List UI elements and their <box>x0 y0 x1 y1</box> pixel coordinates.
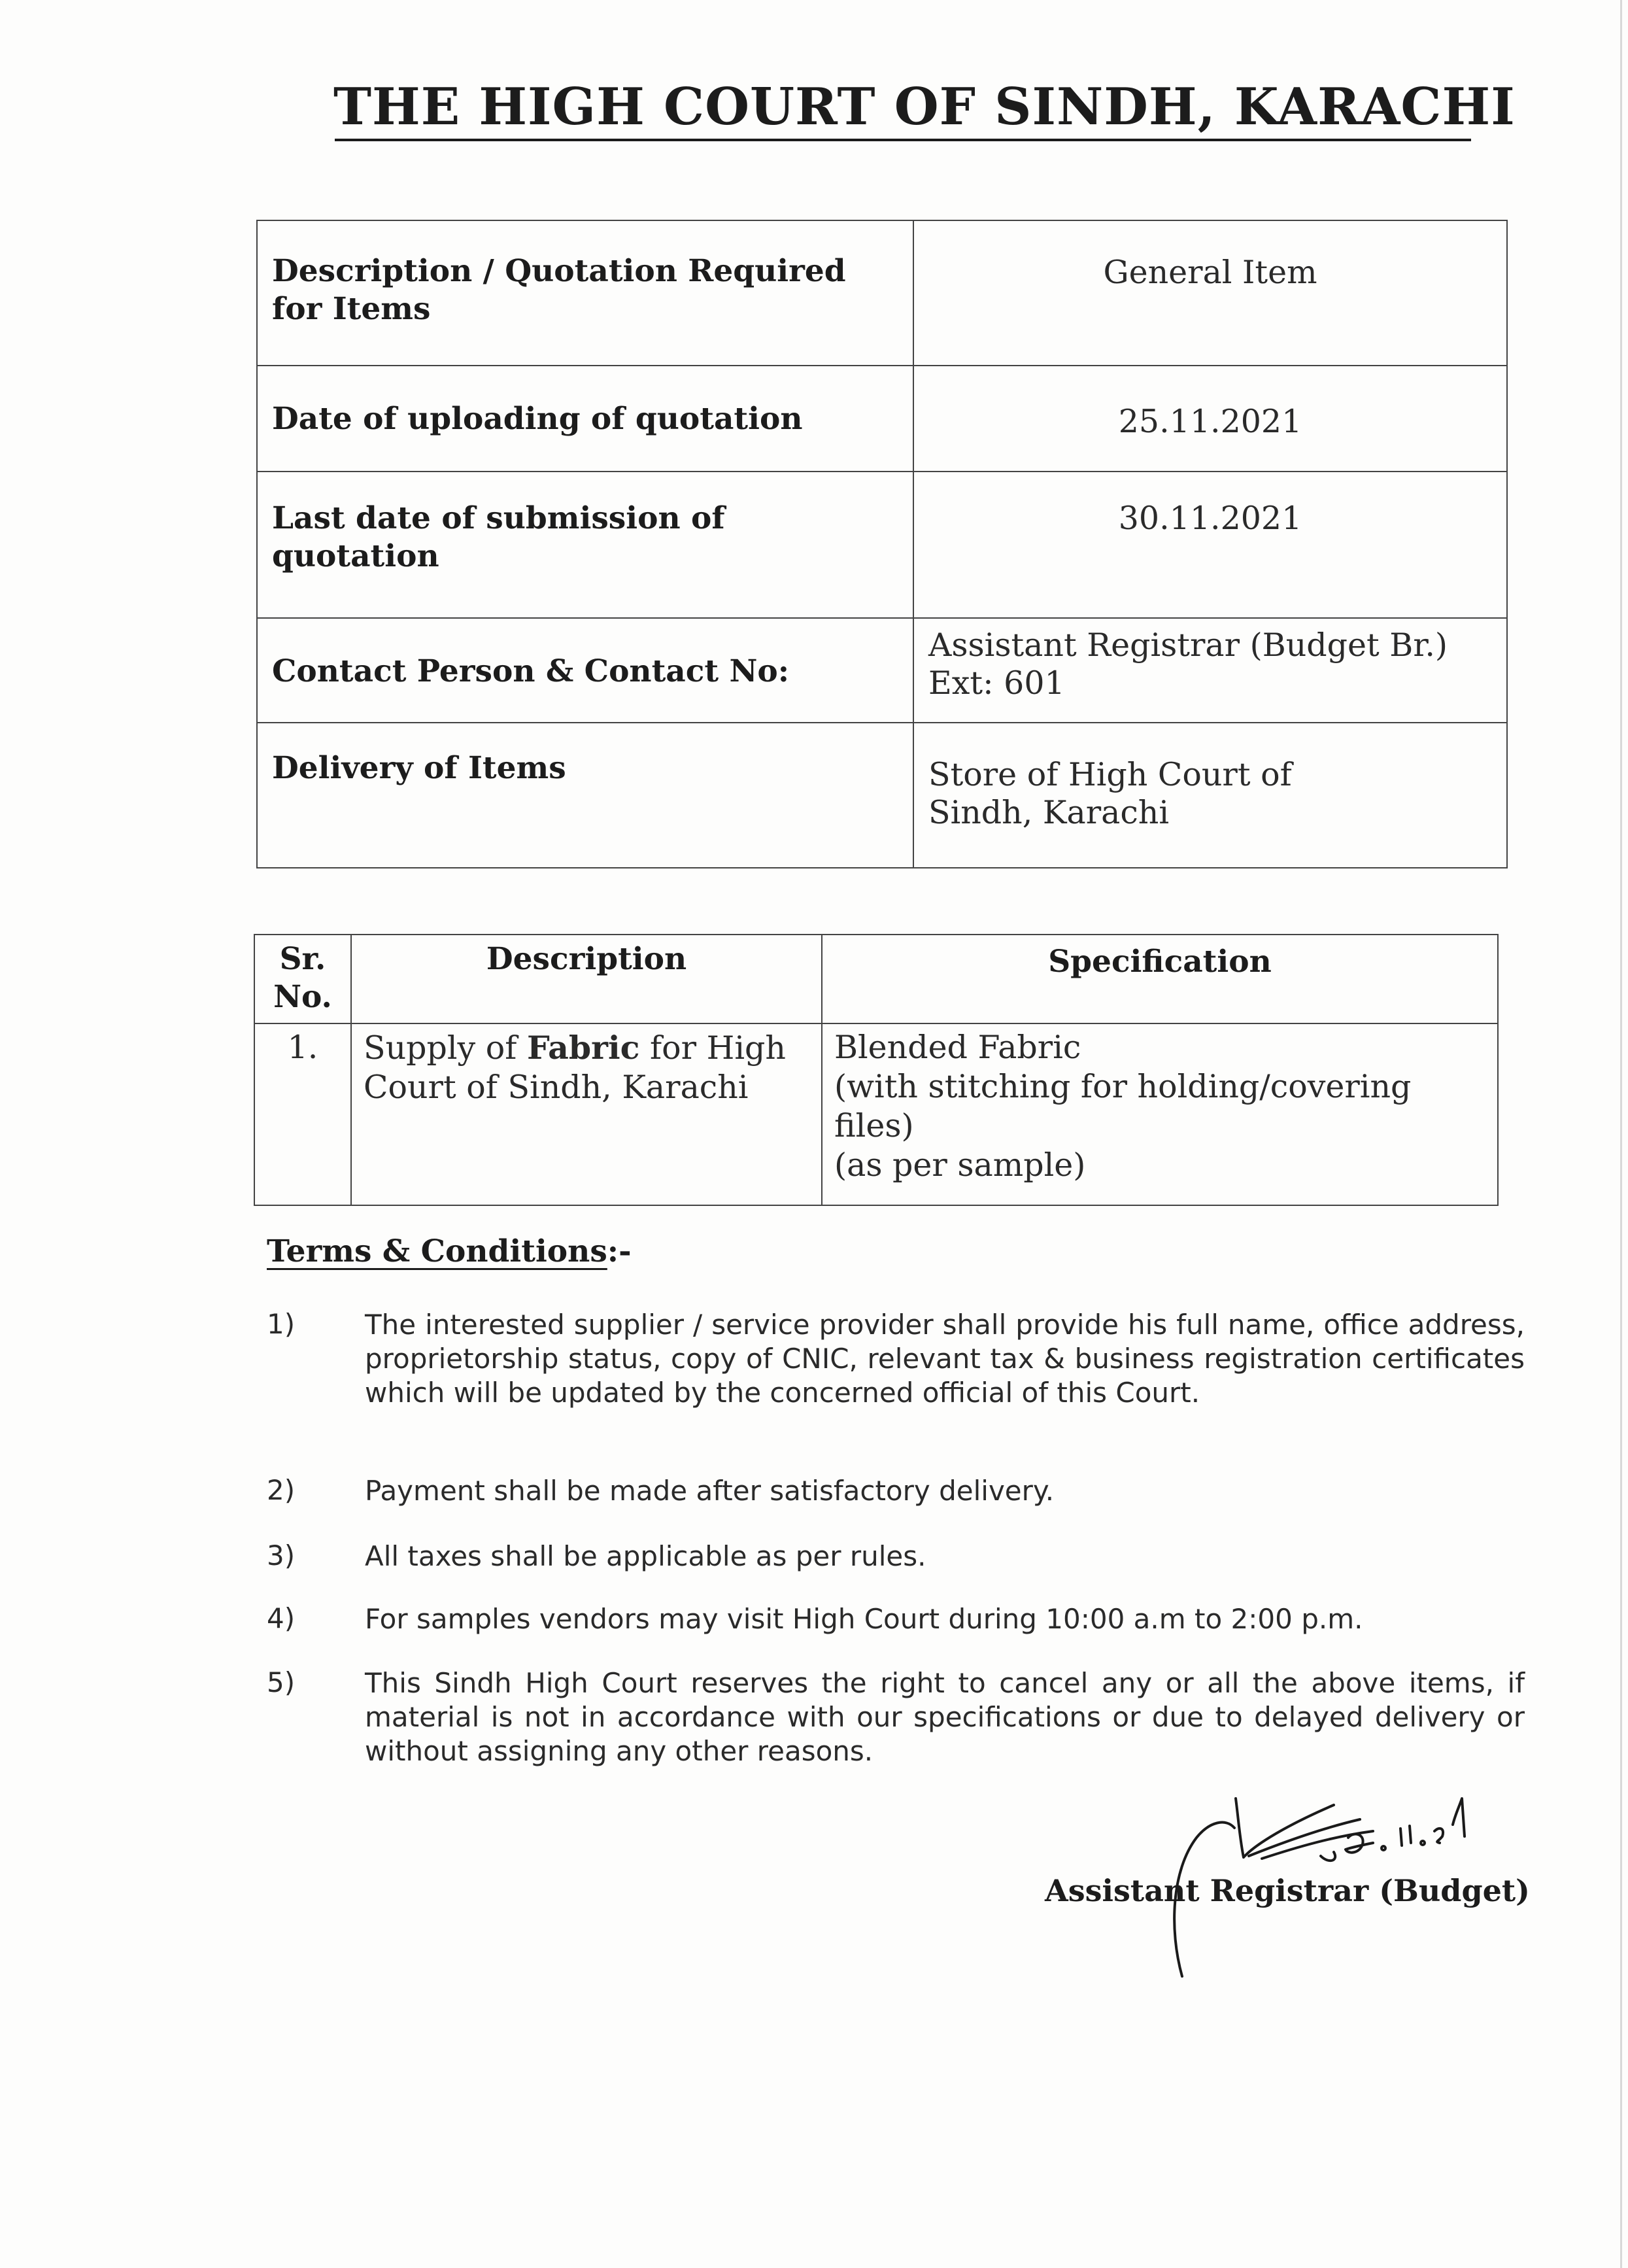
item-sr-no: 1. <box>254 1023 351 1205</box>
info-row <box>257 618 1507 723</box>
info-value: 25.11.2021 <box>913 366 1507 472</box>
header-specification: Specification <box>822 935 1498 1023</box>
scan-edge <box>1620 0 1622 2268</box>
term-text: All taxes shall be applicable as per rules. <box>365 1540 926 1572</box>
item-name: Fabric <box>527 1029 640 1067</box>
term-number: 1) <box>267 1308 296 1340</box>
info-value: General Item <box>913 220 1507 366</box>
info-value <box>913 618 1507 723</box>
info-value: Store of High Court of Sindh, Karachi <box>913 723 1507 868</box>
info-value: 30.11.2021 <box>913 472 1507 618</box>
term-text: For samples vendors may visit High Court during 10:00 a.m to 2:00 p.m. <box>365 1603 1363 1635</box>
header-sr-no: Sr. No. <box>254 935 351 1023</box>
table-row <box>254 1023 1498 1205</box>
header-description: Description <box>351 935 822 1023</box>
term-text: This Sindh High Court reserves the right to cancel any or all the above items, if material is not in accordance with our specifications or due to delayed delivery or without assigning any other reasons. <box>365 1667 1525 1767</box>
terms-heading: Terms & Conditions:- <box>267 1233 632 1269</box>
item-description: Supply of Fabric for High Court of Sindh, Karachi <box>351 1023 822 1205</box>
title-underline <box>335 139 1471 141</box>
items-table <box>254 934 1499 1206</box>
info-label: Date of uploading of quotation <box>257 366 913 472</box>
term-number: 3) <box>267 1539 296 1572</box>
term-text: Payment shall be made after satisfactory delivery. <box>365 1475 1055 1507</box>
page-title: THE HIGH COURT OF SINDH, KARACHI <box>333 77 1516 137</box>
info-row <box>257 723 1507 868</box>
items-header-row <box>254 935 1498 1023</box>
quotation-info-table <box>256 220 1508 868</box>
info-label: Last date of submission of quotation <box>257 472 913 618</box>
term-number: 2) <box>267 1474 296 1506</box>
contact-number: Ext: 601 <box>928 664 1065 702</box>
info-label: Delivery of Items <box>257 723 913 868</box>
info-label: Contact Person & Contact No: <box>257 618 913 723</box>
term-number: 4) <box>267 1602 296 1634</box>
signatory-title: Assistant Registrar (Budget) <box>1045 1873 1530 1908</box>
info-row <box>257 366 1507 472</box>
item-specification: Blended Fabric (with stitching for holding/covering files) (as per sample) <box>822 1023 1498 1205</box>
term-text: The interested supplier / service provider shall provide his full name, office address, proprietorship status, copy of CNIC, relevant tax & business registration certificates which will be updated by the concerned official of this Court. <box>365 1309 1525 1409</box>
info-row <box>257 220 1507 366</box>
term-number: 5) <box>267 1666 296 1698</box>
info-row <box>257 472 1507 618</box>
info-label: Description / Quotation Required for Items <box>257 220 913 366</box>
contact-person: Assistant Registrar (Budget Br.) <box>928 627 1448 664</box>
